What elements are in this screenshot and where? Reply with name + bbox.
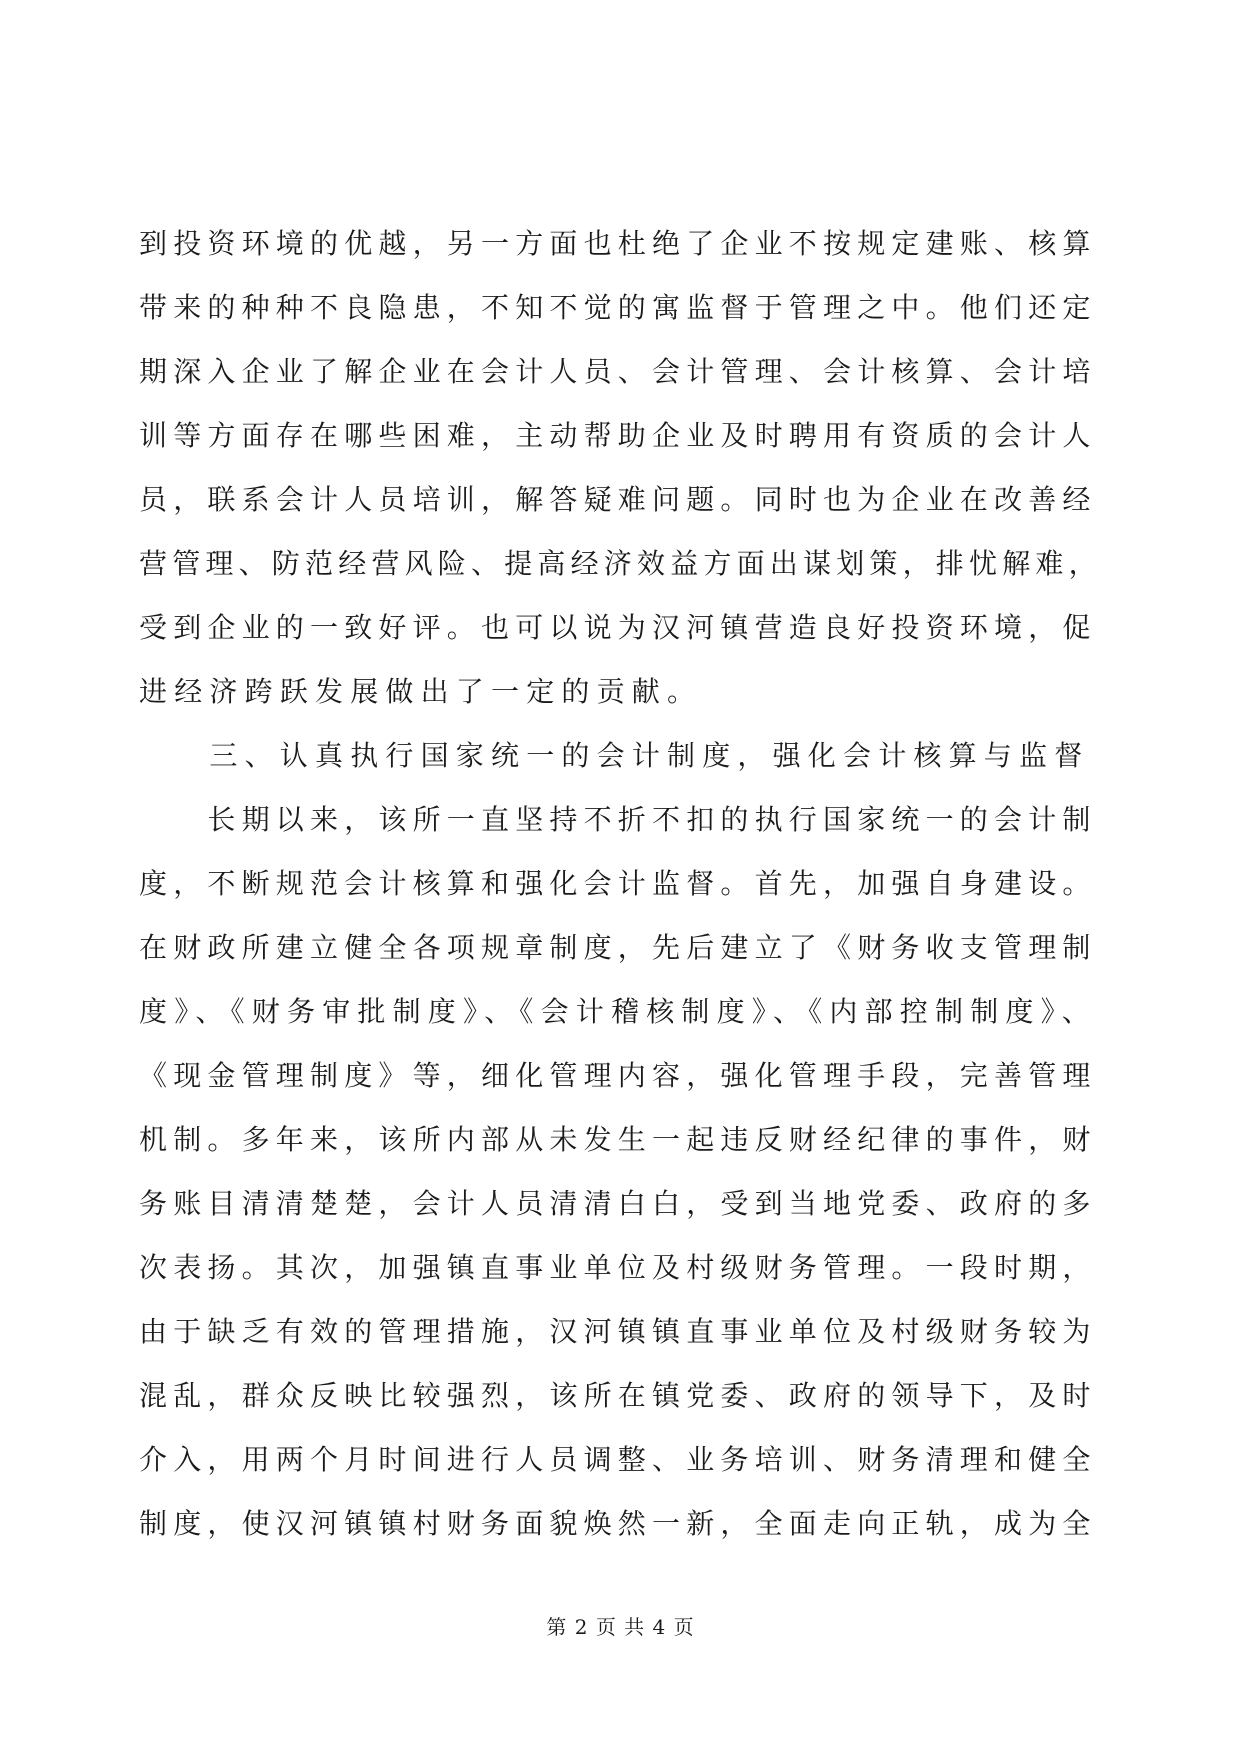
body-text	[139, 212, 1105, 1556]
text-line: 在财政所建立健全各项规章制度，先后建立了《财务收支管理制	[139, 931, 1097, 964]
page-number-footer: 第 2 页 共 4 页	[546, 1615, 695, 1639]
text-line: 受到企业的一致好评。也可以说为汉河镇营造良好投资环境，促	[139, 611, 1097, 644]
text-line: 到投资环境的优越，另一方面也杜绝了企业不按规定建账、核算	[139, 227, 1097, 260]
text-line: 度，不断规范会计核算和强化会计监督。首先，加强自身建设。	[139, 867, 1097, 900]
text-line: 次表扬。其次，加强镇直事业单位及村级财务管理。一段时期，	[139, 1251, 1097, 1284]
text-line: 带来的种种不良隐患，不知不觉的寓监督于管理之中。他们还定	[139, 291, 1097, 324]
text-line: 制度，使汉河镇镇村财务面貌焕然一新，全面走向正轨，成为全	[139, 1507, 1097, 1540]
text-line: 混乱，群众反映比较强烈，该所在镇党委、政府的领导下，及时	[139, 1379, 1097, 1412]
text-line: 期深入企业了解企业在会计人员、会计管理、会计核算、会计培	[139, 355, 1097, 388]
text-line: 《现金管理制度》等，细化管理内容，强化管理手段，完善管理	[139, 1059, 1097, 1092]
text-line: 度》、《财务审批制度》、《会计稽核制度》、《内部控制制度》、	[139, 995, 1098, 1028]
text-line: 务账目清清楚楚，会计人员清清白白，受到当地党委、政府的多	[139, 1187, 1097, 1220]
text-line: 介入，用两个月时间进行人员调整、业务培训、财务清理和健全	[139, 1443, 1097, 1476]
text-line: 由于缺乏有效的管理措施，汉河镇镇直事业单位及村级财务较为	[139, 1315, 1097, 1348]
text-line: 营管理、防范经营风险、提高经济效益方面出谋划策，排忧解难，	[139, 547, 1102, 580]
text-line: 长期以来，该所一直坚持不折不扣的执行国家统一的会计制	[139, 803, 1097, 836]
text-line: 机制。多年来，该所内部从未发生一起违反财经纪律的事件，财	[139, 1123, 1097, 1156]
text-line: 训等方面存在哪些困难，主动帮助企业及时聘用有资质的会计人	[139, 419, 1097, 452]
text-line: 进经济跨跃发展做出了一定的贡献。	[139, 675, 703, 708]
section-heading: 三、认真执行国家统一的会计制度，强化会计核算与监督	[139, 739, 1090, 772]
text-line: 员，联系会计人员培训，解答疑难问题。同时也为企业在改善经	[139, 483, 1097, 516]
